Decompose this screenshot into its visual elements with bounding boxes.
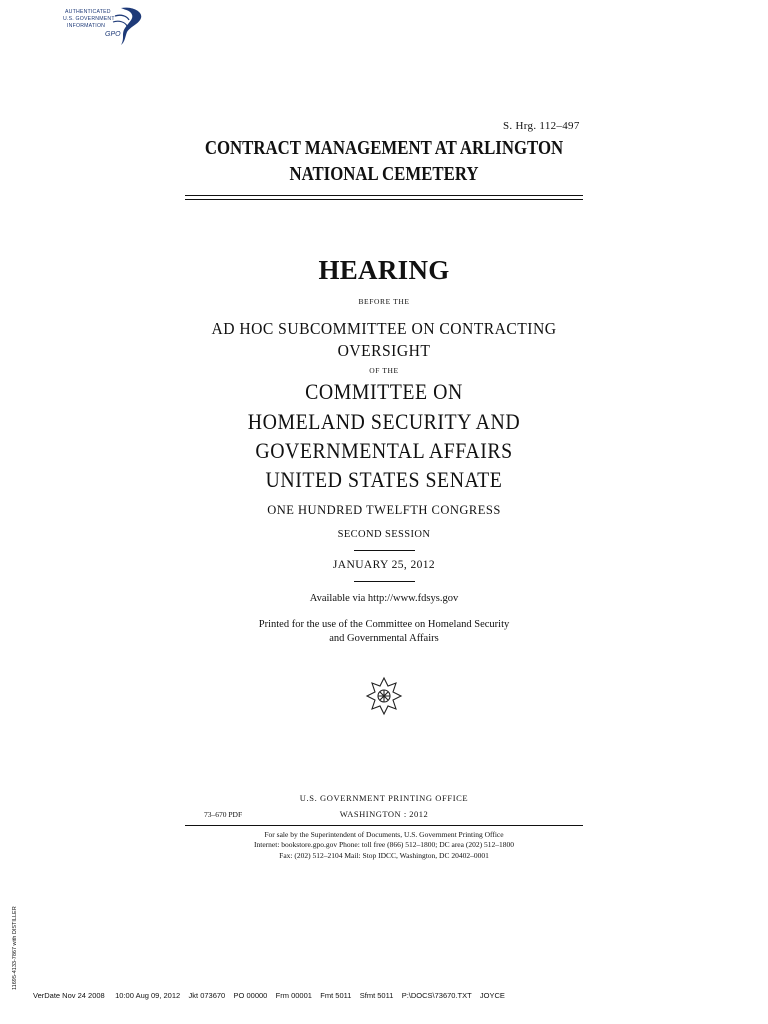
printing-office-label: U.S. GOVERNMENT PRINTING OFFICE: [299, 793, 469, 803]
subcommittee-name-line-2: OVERSIGHT: [337, 341, 431, 360]
session-label: SECOND SESSION: [337, 529, 431, 540]
seal-text-1: AUTHENTICATED: [65, 9, 111, 15]
washington-year: WASHINGTON : 2012: [339, 809, 429, 819]
committee-name-line-1: COMMITTEE ON: [305, 379, 463, 404]
date-divider: [354, 581, 415, 582]
pdf-number: 73–670 PDF: [204, 810, 243, 819]
seal-text-2: U.S. GOVERNMENT: [63, 16, 115, 22]
sale-info-line-3: Fax: (202) 512–2104 Mail: Stop IDCC, Washington, DC 20402–0001: [279, 851, 489, 860]
hearing-number: S. Hrg. 112–497: [503, 120, 580, 132]
printed-for-line-1: Printed for the use of the Committee on Homeland Security: [258, 619, 510, 630]
subcommittee-name-line-1: AD HOC SUBCOMMITTEE ON CONTRACTING: [211, 319, 557, 338]
availability-note: Available via http://www.fdsys.gov: [309, 593, 459, 604]
document-title-line-1: CONTRACT MANAGEMENT AT ARLINGTON: [204, 137, 564, 159]
seal-text-gpo: GPO: [105, 31, 121, 38]
sale-info-line-2: Internet: bookstore.gpo.gov Phone: toll free (866) 512–1800; DC area (202) 512–1800: [254, 840, 514, 849]
printing-office-divider: [185, 825, 583, 826]
committee-name-line-2: HOMELAND SECURITY AND: [247, 409, 521, 434]
before-the-label: BEFORE THE: [358, 297, 410, 306]
of-the-label: OF THE: [369, 366, 399, 375]
eagle-icon: [121, 8, 141, 45]
page-footer: VerDate Nov 24 2008 10:00 Aug 09, 2012 Jkt 073670 PO 00000 Frm 00001 Fmt 5011 Sfmt 5011 P:\DOCS\73670.TXT JOYCE: [33, 991, 505, 1000]
ornament-icon: [364, 674, 404, 718]
congress-label: ONE HUNDRED TWELFTH CONGRESS: [267, 503, 501, 517]
committee-name-line-4: UNITED STATES SENATE: [265, 467, 503, 492]
seal-text-3: INFORMATION: [67, 23, 106, 29]
hearing-date: JANUARY 25, 2012: [332, 559, 436, 571]
title-divider-top: [185, 195, 583, 196]
gpo-authentication-seal: [55, 4, 147, 48]
side-label: 11695-4133-7867 with DISTILLER: [12, 906, 18, 990]
hearing-heading: HEARING: [318, 255, 450, 285]
document-title-line-2: NATIONAL CEMETERY: [289, 163, 479, 185]
printed-for-line-2: and Governmental Affairs: [329, 633, 439, 644]
committee-name-line-3: GOVERNMENTAL AFFAIRS: [255, 438, 513, 463]
sale-info-line-1: For sale by the Superintendent of Documents, U.S. Government Printing Office: [264, 830, 504, 839]
session-divider: [354, 550, 415, 551]
title-divider-bottom: [185, 199, 583, 200]
